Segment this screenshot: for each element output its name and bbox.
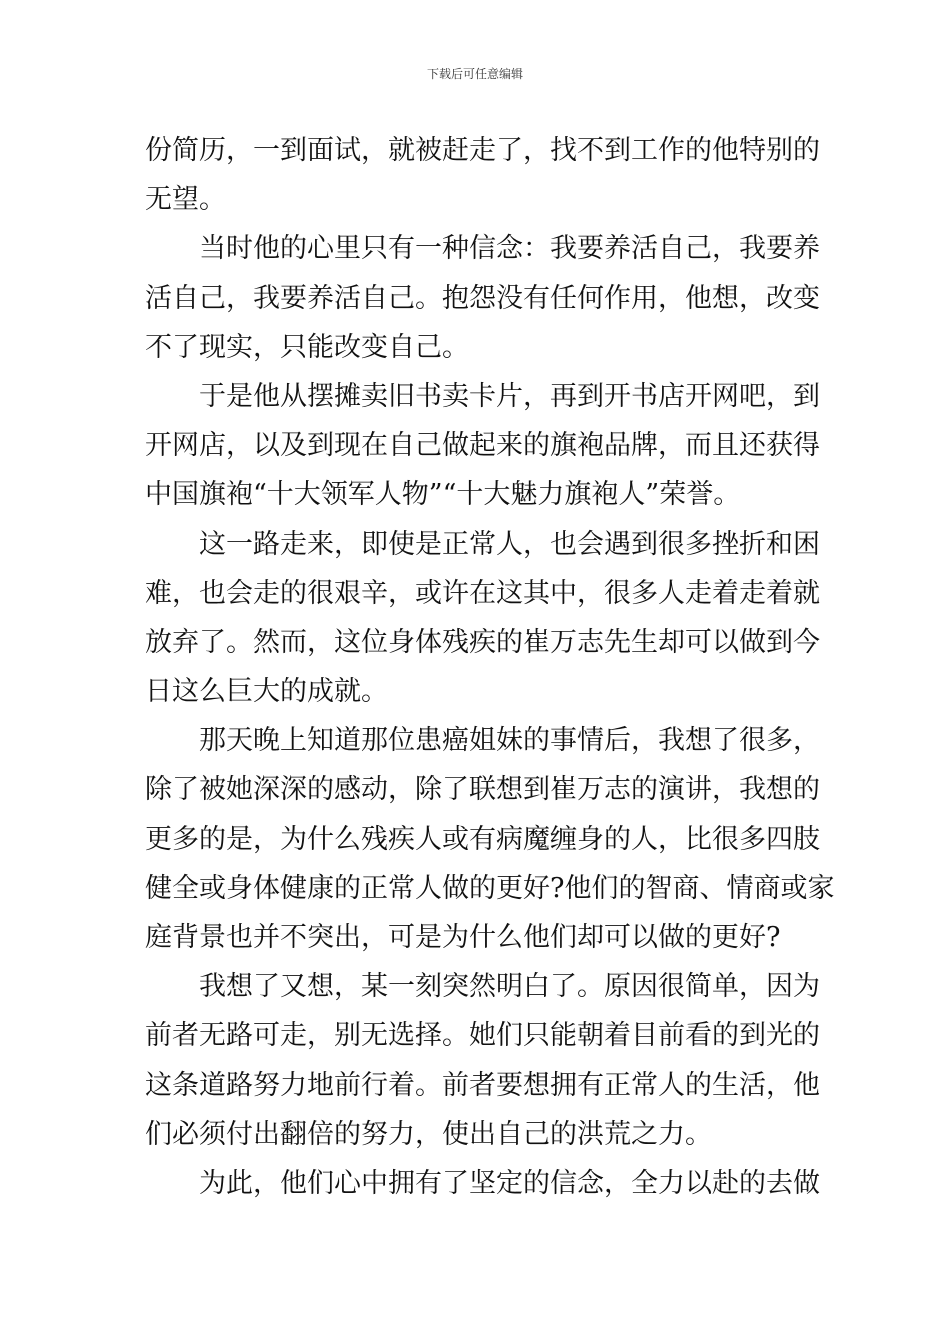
text-line: 除了被她深深的感动，除了联想到崔万志的演讲，我想的 xyxy=(145,774,820,806)
text-line: 难，也会走的很艰辛，或许在这其中，很多人走着走着就 xyxy=(145,577,820,609)
text-line: 们必须付出翻倍的努力，使出自己的洪荒之力。 xyxy=(145,1118,712,1150)
text-line: 前者无路可走，别无选择。她们只能朝着目前看的到光的 xyxy=(145,1020,820,1052)
text-line: 放弃了。然而，这位身体残疾的崔万志先生却可以做到今 xyxy=(145,626,820,658)
text-line: 更多的是，为什么残疾人或有病魔缠身的人，比很多四肢 xyxy=(145,823,820,855)
text-line: 开网店，以及到现在自己做起来的旗袍品牌，而且还获得 xyxy=(145,430,820,462)
text-line: 这条道路努力地前行着。前者要想拥有正常人的生活，他 xyxy=(145,1069,820,1101)
text-line: 不了现实，只能改变自己。 xyxy=(145,331,469,363)
text-line: 健全或身体健康的正常人做的更好?他们的智商、情商或家 xyxy=(145,872,835,904)
paragraph-first-line: 当时他的心里只有一种信念：我要养活自己，我要养 xyxy=(199,233,820,265)
text-line: 无望。 xyxy=(145,184,226,216)
text-line: 活自己，我要养活自己。抱怨没有任何作用，他想，改变 xyxy=(145,282,820,314)
paragraph-first-line: 这一路走来，即使是正常人，也会遇到很多挫折和困 xyxy=(199,528,820,560)
paragraph-first-line: 我想了又想，某一刻突然明白了。原因很简单，因为 xyxy=(199,971,820,1003)
paragraph-first-line: 于是他从摆摊卖旧书卖卡片，再到开书店开网吧，到 xyxy=(199,380,820,412)
text-line: 份简历，一到面试，就被赶走了，找不到工作的他特别的 xyxy=(145,135,820,166)
text-line: 庭背景也并不突出，可是为什么他们却可以做的更好? xyxy=(145,922,781,953)
paragraph-first-line: 那天晚上知道那位患癌姐妹的事情后，我想了很多， xyxy=(199,725,820,757)
body-text xyxy=(145,126,835,1208)
text-line: 日这么巨大的成就。 xyxy=(145,676,388,708)
page-header: 下载后可任意编辑 xyxy=(426,67,523,81)
text-line: 中国旗袍“十大领军人物”“十大魅力旗袍人”荣誉。 xyxy=(145,479,741,511)
paragraph-first-line: 为此，他们心中拥有了坚定的信念，全力以赴的去做 xyxy=(199,1167,820,1199)
